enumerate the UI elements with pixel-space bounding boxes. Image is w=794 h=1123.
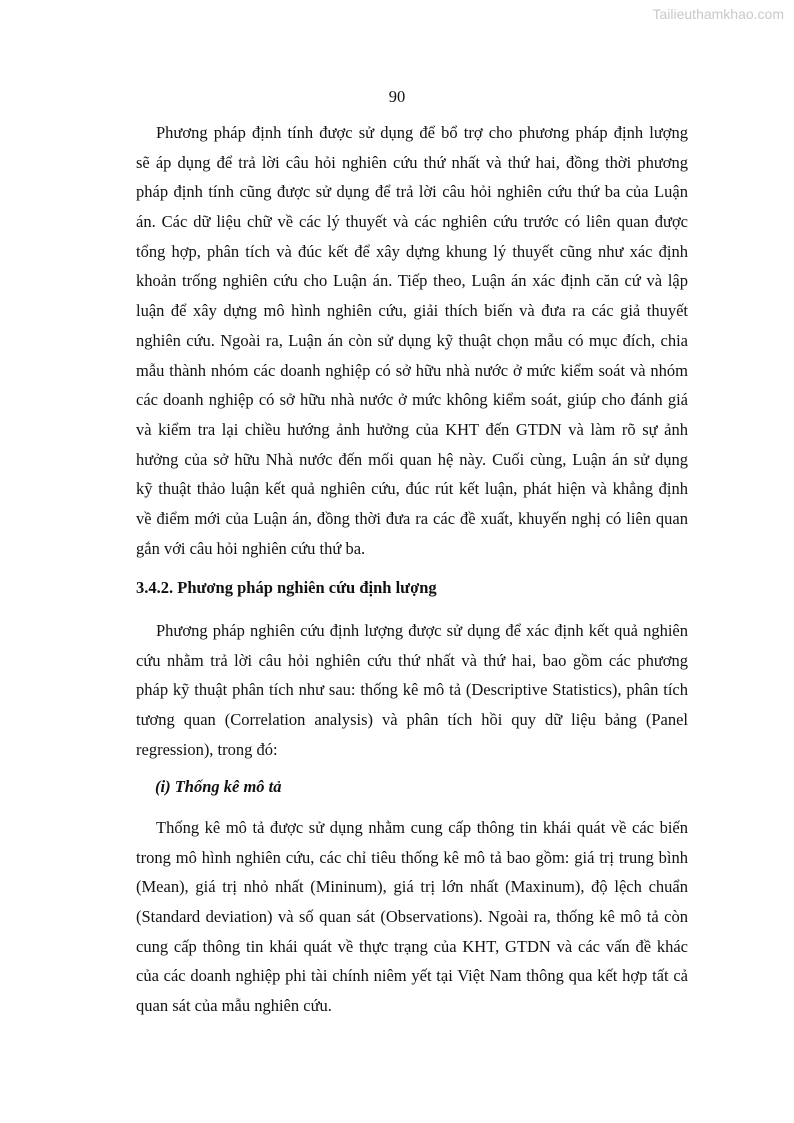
text-line: tổng hợp, phân tích và đúc kết để xây dựng khung lý thuyết cũng như xác định (136, 241, 688, 261)
text-line: về điểm mới của Luận án, đồng thời đưa ra các đề xuất, khuyến nghị có liên quan (136, 508, 688, 528)
text-line: quan sát của mẫu nghiên cứu. (136, 996, 332, 1016)
paragraph-descriptive-statistics (136, 813, 688, 1021)
text-line: tương quan (Correlation analysis) và phân tích hồi quy dữ liệu bảng (Panel (136, 710, 688, 730)
section-heading: 3.4.2. Phương pháp nghiên cứu định lượng (136, 578, 437, 597)
text-line: mẫu thành nhóm các doanh nghiệp có sở hữu nhà nước ở mức kiểm soát và nhóm (136, 360, 688, 380)
text-line: của các doanh nghiệp phi tài chính niêm yết tại Việt Nam thông qua kết hợp tất cả (136, 966, 688, 986)
text-line: Phương pháp định tính được sử dụng để bổ trợ cho phương pháp định lượng (156, 123, 688, 142)
text-line: các doanh nghiệp có sở hữu nhà nước ở mức không kiểm soát, giúp cho đánh giá (136, 390, 688, 410)
paragraph-quantitative-method (136, 616, 688, 764)
text-line: trong mô hình nghiên cứu, các chỉ tiêu thống kê mô tả bao gồm: giá trị trung bình (136, 847, 688, 867)
text-line: cung cấp thông tin khái quát về thực trạng của KHT, GTDN và các vấn đề khác (136, 936, 688, 956)
text-line: nghiên cứu. Ngoài ra, Luận án còn sử dụng kỹ thuật chọn mẫu có mục đích, chia (136, 330, 688, 350)
text-line: pháp định tính cũng được sử dụng để trả lời câu hỏi nghiên cứu thứ ba của Luận (136, 182, 688, 202)
text-line: pháp kỹ thuật phân tích như sau: thống kê mô tả (Descriptive Statistics), phân tích (136, 680, 688, 700)
text-line: hưởng của sở hữu Nhà nước đến mối quan hệ này. Cuối cùng, Luận án sử dụng (136, 449, 688, 469)
text-line: khoản trống nghiên cứu cho Luận án. Tiếp theo, Luận án xác định căn cứ và lập (136, 271, 688, 291)
text-line: và kiểm tra lại chiều hướng ảnh hưởng của KHT đến GTDN và làm rõ sự ảnh (136, 419, 688, 439)
text-line: kỹ thuật thảo luận kết quả nghiên cứu, đúc rút kết luận, phát hiện và khẳng định (136, 479, 688, 499)
text-line: luận để xây dựng mô hình nghiên cứu, giải thích biến và đưa ra các giả thuyết (136, 301, 688, 321)
subsection-heading: (i) Thống kê mô tả (155, 777, 282, 796)
text-line: Thống kê mô tả được sử dụng nhằm cung cấp thông tin khái quát về các biến (156, 818, 688, 837)
text-line: Phương pháp nghiên cứu định lượng được sử dụng để xác định kết quả nghiên (156, 621, 688, 640)
page-number: 90 (388, 87, 406, 106)
paragraph-qualitative-method (136, 118, 688, 563)
watermark: Tailieuthamkhao.com (652, 6, 784, 22)
text-line: regression), trong đó: (136, 739, 278, 759)
text-line: gắn với câu hỏi nghiên cứu thứ ba. (136, 538, 366, 558)
text-line: cứu nhằm trả lời câu hỏi nghiên cứu thứ nhất và thứ hai, bao gồm các phương (136, 650, 688, 670)
text-line: án. Các dữ liệu chữ về các lý thuyết và các nghiên cứu trước có liên quan được (136, 212, 688, 232)
text-line: (Mean), giá trị nhỏ nhất (Mininum), giá trị lớn nhất (Maxinum), độ lệch chuẩn (136, 877, 688, 897)
text-line: (Standard deviation) và số quan sát (Observations). Ngoài ra, thống kê mô tả còn (136, 907, 688, 927)
text-line: sẽ áp dụng để trả lời câu hỏi nghiên cứu thứ nhất và thứ hai, đồng thời phương (136, 152, 688, 172)
